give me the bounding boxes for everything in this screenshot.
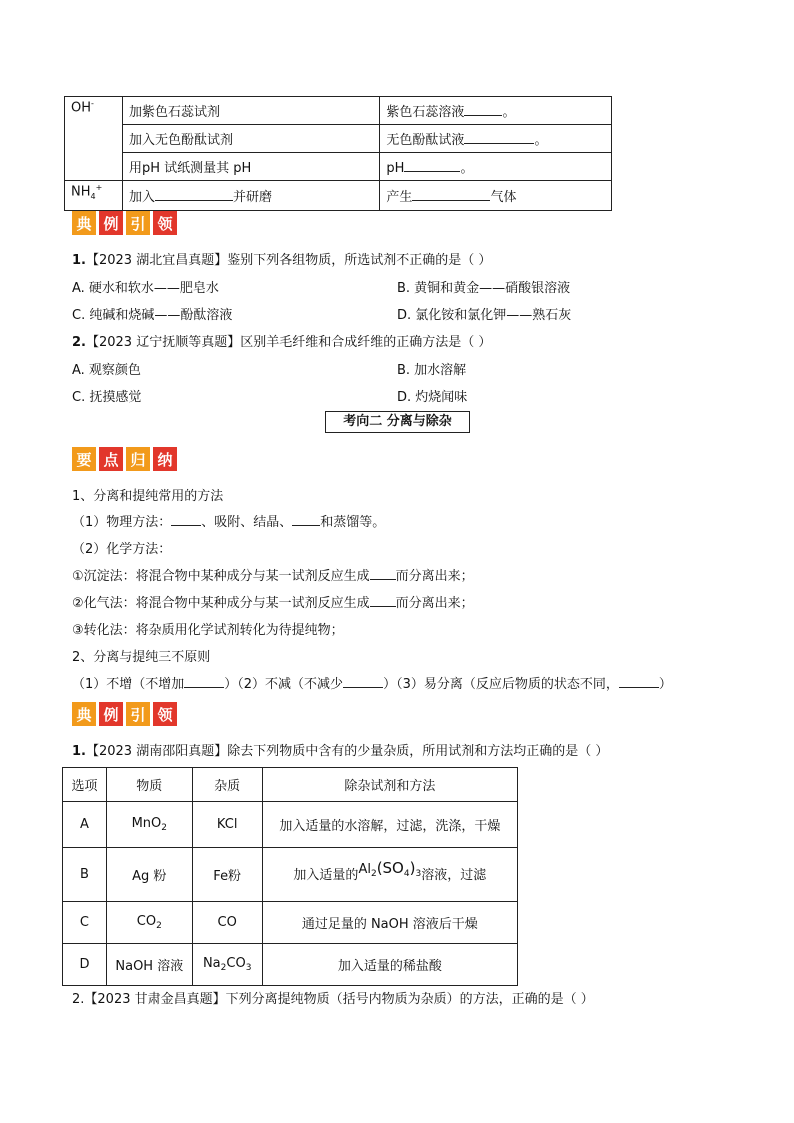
- row-impurity: KCl: [192, 802, 262, 848]
- note-physical: [72, 511, 385, 530]
- key-points-banner: [72, 447, 177, 471]
- nh4-ion-label: NH: [71, 184, 91, 200]
- fill-blank[interactable]: [292, 513, 320, 526]
- method-text: 加入无色酚酞试剂: [128, 133, 233, 148]
- note-heading-2: 2、分离与提纯三不原则: [72, 650, 211, 665]
- banner-char: 要: [72, 447, 96, 471]
- section-title: 考向二 分离与除杂: [325, 411, 470, 433]
- banner-char: 引: [126, 211, 150, 235]
- note-text: ）（2）不减（不减少: [224, 677, 344, 692]
- formula: [358, 859, 422, 879]
- fill-blank[interactable]: [343, 675, 383, 688]
- method-text: 加入: [128, 190, 155, 205]
- formula-main: Na: [202, 956, 221, 971]
- row-option[interactable]: D: [63, 944, 107, 986]
- row-impurity: [192, 944, 262, 986]
- example-banner-2: [72, 702, 177, 726]
- result-end: 。: [502, 105, 516, 120]
- note-gasification: [72, 592, 474, 611]
- banner-char: 引: [126, 702, 150, 726]
- result-cell: [380, 125, 612, 153]
- result-cell: [380, 181, 612, 211]
- formula-main: Al: [358, 862, 371, 877]
- formula-subscript: 3: [245, 963, 252, 973]
- header-impurity: 杂质: [192, 768, 262, 802]
- note-heading-1: 1、分离和提纯常用的方法: [72, 489, 224, 504]
- fill-blank[interactable]: [619, 675, 659, 688]
- note-text: ②化气法：将混合物中某种成分与某一试剂反应生成: [72, 596, 370, 611]
- question-number: 1.: [72, 744, 86, 759]
- header-method: 除杂试剂和方法: [262, 768, 517, 802]
- row-method: 通过足量的 NaOH 溶液后干燥: [262, 902, 517, 944]
- option-b[interactable]: B. 加水溶解: [397, 363, 467, 378]
- example-banner: [72, 211, 177, 235]
- note-text: 而分离出来；: [395, 596, 474, 611]
- oh-charge: -: [91, 99, 94, 108]
- banner-char: 例: [99, 211, 123, 235]
- result-text: pH: [386, 161, 405, 176]
- fill-blank[interactable]: [464, 103, 502, 116]
- banner-char: 典: [72, 211, 96, 235]
- row-option[interactable]: A: [63, 802, 107, 848]
- fill-blank[interactable]: [412, 188, 490, 201]
- formula-main: MnO: [131, 816, 162, 831]
- method-text: 用pH 试纸测量其 pH: [128, 161, 252, 176]
- question-2: [72, 331, 491, 350]
- question-text: 【2023 辽宁抚顺等真题】区别羊毛纤维和合成纤维的正确方法是（ ）: [85, 335, 492, 350]
- row-impurity: CO: [192, 902, 262, 944]
- question-text: 【2023 湖北宜昌真题】鉴别下列各组物质，所选试剂不正确的是（ ）: [85, 253, 492, 268]
- result-end: 。: [460, 161, 474, 176]
- note-text: 而分离出来；: [395, 569, 474, 584]
- impurity-removal-table: [62, 767, 518, 986]
- banner-char: 例: [99, 702, 123, 726]
- formula-subscript: 2: [370, 869, 377, 879]
- nh4-ion-cell: [65, 181, 123, 211]
- note-chemical: （2）化学方法：: [72, 542, 172, 557]
- method-text: 溶液，过滤: [421, 868, 487, 883]
- question-1: [72, 249, 491, 268]
- row-substance: [106, 802, 192, 848]
- option-a[interactable]: A. 观察颜色: [72, 363, 141, 378]
- header-option: 选项: [63, 768, 107, 802]
- question-4: 2.【2023 甘肃金昌真题】下列分离提纯物质（括号内物质为杂质）的方法，正确的是（ ）: [72, 992, 594, 1007]
- ion-test-table: [64, 96, 612, 211]
- result-cell: [380, 153, 612, 181]
- method-cell: [122, 181, 379, 211]
- formula-subscript: 2: [161, 823, 168, 833]
- fill-blank[interactable]: [370, 594, 396, 607]
- formula-subscript: 4: [403, 869, 410, 879]
- fill-blank[interactable]: [184, 675, 224, 688]
- option-a[interactable]: A. 硬水和软水——肥皂水: [72, 281, 219, 296]
- note-text: ①沉淀法：将混合物中某种成分与某一试剂反应生成: [72, 569, 370, 584]
- question-number: 1.: [72, 253, 86, 268]
- note-text: ）（3）易分离（反应后物质的状态不同，: [383, 677, 619, 692]
- method-text: 加紫色石蕊试剂: [128, 105, 220, 120]
- fill-blank[interactable]: [404, 159, 460, 172]
- formula-main: ): [409, 859, 416, 877]
- result-end: 气体: [490, 190, 517, 205]
- banner-char: 纳: [153, 447, 177, 471]
- note-precipitation: [72, 565, 474, 584]
- oh-ion-cell: [65, 97, 123, 181]
- fill-blank[interactable]: [155, 188, 233, 201]
- question-text: 【2023 湖南邵阳真题】除去下列物质中含有的少量杂质，所用试剂和方法均正确的是（ ）: [85, 744, 609, 759]
- banner-char: 典: [72, 702, 96, 726]
- formula-subscript: 3: [415, 869, 422, 879]
- nh4-subscript: 4: [90, 191, 96, 201]
- method-cell: [122, 97, 379, 125]
- row-option[interactable]: B: [63, 848, 107, 902]
- banner-char: 领: [153, 211, 177, 235]
- question-3: [72, 740, 608, 759]
- formula-subscript: 2: [156, 921, 162, 931]
- question-number: 2.: [72, 335, 86, 350]
- result-text: 无色酚酞试液: [386, 133, 465, 148]
- note-three-principles: [72, 673, 672, 692]
- option-d[interactable]: D. 氯化铵和氯化钾——熟石灰: [397, 308, 572, 323]
- formula-main: CO: [136, 914, 157, 929]
- result-end: 。: [534, 133, 548, 148]
- method-cell: [122, 153, 379, 181]
- result-cell: [380, 97, 612, 125]
- option-d[interactable]: D. 灼烧闻味: [397, 390, 468, 405]
- formula-main: (SO: [376, 859, 404, 877]
- row-impurity: Fe粉: [192, 848, 262, 902]
- formula-main: CO: [226, 956, 246, 971]
- fill-blank[interactable]: [171, 513, 201, 526]
- banner-char: 领: [153, 702, 177, 726]
- option-c[interactable]: C. 纯碱和烧碱——酚酞溶液: [72, 308, 233, 323]
- note-text: （1）物理方法：: [72, 515, 172, 530]
- header-substance: 物质: [106, 768, 192, 802]
- banner-char: 归: [126, 447, 150, 471]
- oh-ion-label: OH: [71, 100, 92, 116]
- row-substance: [106, 902, 192, 944]
- row-method: [262, 848, 517, 902]
- note-text: 和蒸馏等。: [320, 515, 386, 530]
- row-method: 加入适量的水溶解，过滤，洗涤，干燥: [262, 802, 517, 848]
- method-text-post: 并研磨: [232, 190, 272, 205]
- note-text: 、吸附、结晶、: [201, 515, 293, 530]
- formula-subscript: 2: [220, 963, 227, 973]
- option-b[interactable]: B. 黄铜和黄金——硝酸银溶液: [397, 281, 571, 296]
- note-conversion: ③转化法：将杂质用化学试剂转化为待提纯物；: [72, 623, 344, 638]
- option-c[interactable]: C. 抚摸感觉: [72, 390, 142, 405]
- row-option[interactable]: C: [63, 902, 107, 944]
- row-substance: Ag 粉: [106, 848, 192, 902]
- note-text: （1）不增（不增加: [72, 677, 185, 692]
- nh4-charge: +: [95, 183, 103, 192]
- row-method: 加入适量的稀盐酸: [262, 944, 517, 986]
- method-text: 加入适量的: [293, 868, 359, 883]
- row-substance: NaOH 溶液: [106, 944, 192, 986]
- banner-char: 点: [99, 447, 123, 471]
- result-text: 产生: [386, 190, 413, 205]
- result-text: 紫色石蕊溶液: [386, 105, 465, 120]
- note-text: ）: [658, 677, 672, 692]
- fill-blank[interactable]: [370, 567, 396, 580]
- fill-blank[interactable]: [464, 131, 534, 144]
- method-cell: [122, 125, 379, 153]
